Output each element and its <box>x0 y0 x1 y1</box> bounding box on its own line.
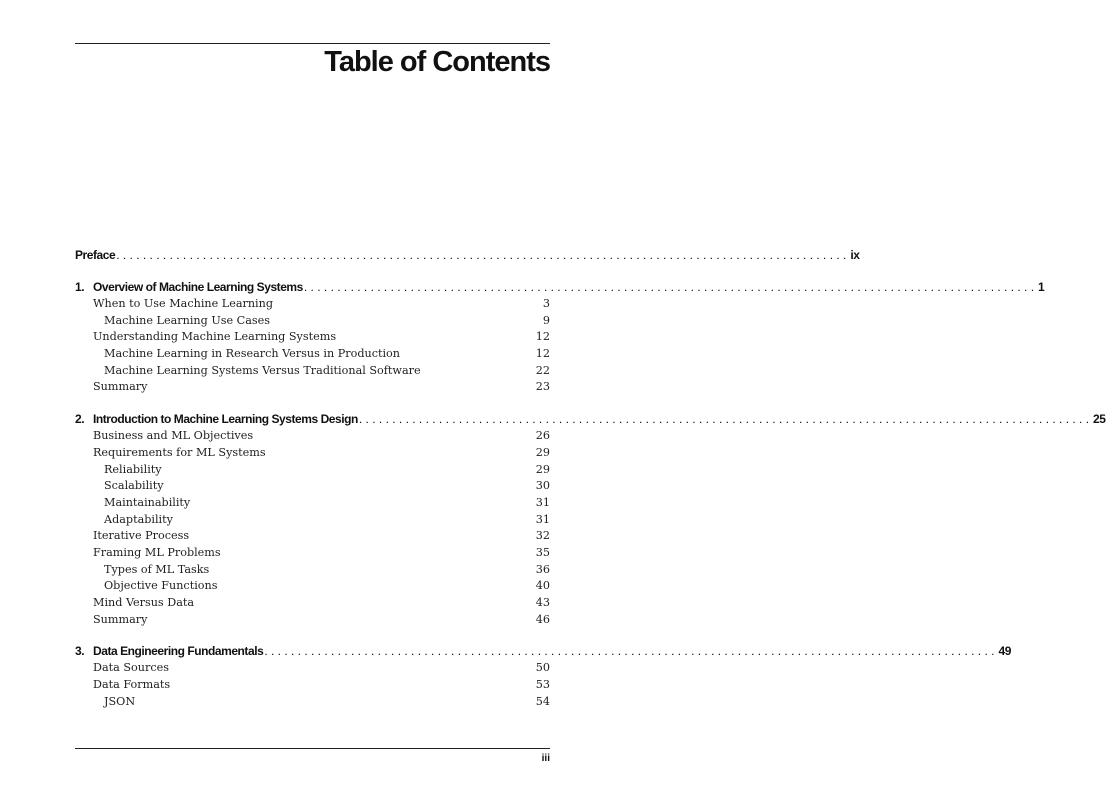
dot-leader <box>263 642 994 660</box>
chapter-list <box>75 264 1106 710</box>
entry-label: Reliability <box>104 462 162 476</box>
toc-section[interactable] <box>75 296 550 313</box>
entry-label: Data Sources <box>93 661 169 675</box>
entry-page: 29 <box>535 462 550 476</box>
chapter-page: 49 <box>998 644 1011 659</box>
entry-page: 26 <box>535 429 550 443</box>
chapter-number: 1. <box>75 280 85 294</box>
toc-subsection[interactable] <box>75 478 550 495</box>
entry-page: 54 <box>535 694 550 708</box>
entry-label: When to Use Machine Learning <box>93 297 273 310</box>
chapter-title: Introduction to Machine Learning Systems Design <box>93 412 358 427</box>
entry-page: 43 <box>535 596 550 609</box>
entry-page: 31 <box>535 495 550 509</box>
entry-page: 32 <box>535 529 550 543</box>
entry-label: Data Formats <box>93 678 171 692</box>
entry-page: 30 <box>535 479 550 493</box>
entry-label: Summary <box>93 380 148 394</box>
entry-label: Machine Learning in Research Versus in Production <box>104 347 400 361</box>
bottom-rule <box>75 748 550 749</box>
toc-section[interactable] <box>75 595 550 612</box>
preface-label: Preface <box>75 248 116 262</box>
entry-page: 9 <box>542 313 550 327</box>
entry-label: Understanding Machine Learning Systems <box>93 330 337 344</box>
toc-subsection[interactable] <box>75 313 550 330</box>
entry-label: Maintainability <box>104 495 191 509</box>
toc-subsection[interactable] <box>75 495 550 512</box>
toc-entry-preface[interactable] <box>75 246 860 264</box>
entry-label: Iterative Process <box>93 529 190 543</box>
entry-label: Framing ML Problems <box>93 545 221 559</box>
page-number: iii <box>541 753 550 764</box>
chapter-number: 3. <box>75 644 85 659</box>
dot-leader <box>115 246 846 264</box>
toc-section[interactable] <box>75 660 550 677</box>
entry-label: Summary <box>93 612 148 626</box>
toc-section[interactable] <box>75 545 550 562</box>
entry-page: 50 <box>535 661 550 675</box>
table-of-contents <box>75 246 1106 710</box>
toc-subsection[interactable] <box>75 512 550 529</box>
toc-section[interactable] <box>75 329 550 346</box>
entry-page: 12 <box>535 347 550 361</box>
chapter-page: 1 <box>1038 280 1045 294</box>
entry-label: Machine Learning Systems Versus Traditional Software <box>104 363 421 377</box>
chapter-number: 2. <box>75 412 85 427</box>
entry-label: JSON <box>104 694 136 708</box>
toc-subsection[interactable] <box>75 363 550 380</box>
entry-page: 53 <box>535 678 550 692</box>
toc-section[interactable] <box>75 528 550 545</box>
entry-label: Scalability <box>104 479 164 493</box>
toc-section[interactable] <box>75 428 550 445</box>
toc-section[interactable] <box>75 677 550 694</box>
toc-subsection[interactable] <box>75 462 550 479</box>
section-gap <box>75 396 550 410</box>
section-gap <box>75 264 550 278</box>
dot-leader <box>303 278 1034 296</box>
entry-label: Machine Learning Use Cases <box>104 313 271 327</box>
entry-page: 22 <box>535 363 550 377</box>
toc-subsection[interactable] <box>75 578 550 595</box>
entry-label: Requirements for ML Systems <box>93 445 266 459</box>
entry-label: Adaptability <box>104 512 173 526</box>
entry-label: Business and ML Objectives <box>93 429 254 443</box>
toc-subsection[interactable] <box>75 694 550 711</box>
entry-page: 23 <box>535 380 550 394</box>
entry-page: 46 <box>535 612 550 626</box>
entry-page: 29 <box>535 445 550 459</box>
entry-page: 12 <box>535 330 550 344</box>
entry-page: 40 <box>535 579 550 593</box>
toc-chapter[interactable] <box>75 410 1106 428</box>
dot-leader <box>358 410 1089 428</box>
section-gap <box>75 628 550 642</box>
entry-page: 35 <box>535 545 550 559</box>
toc-section[interactable] <box>75 612 550 629</box>
toc-subsection[interactable] <box>75 346 550 363</box>
preface-page: ix <box>850 248 860 262</box>
page-title: Table of Contents <box>324 46 550 78</box>
chapter-title: Overview of Machine Learning Systems <box>93 280 303 294</box>
entry-label: Types of ML Tasks <box>104 562 210 576</box>
entry-page: 31 <box>535 512 550 526</box>
toc-chapter[interactable] <box>75 278 1045 296</box>
toc-section[interactable] <box>75 379 550 396</box>
entry-label: Mind Versus Data <box>93 596 195 609</box>
entry-page: 36 <box>535 562 550 576</box>
entry-page: 3 <box>542 297 550 310</box>
toc-chapter[interactable] <box>75 642 1011 660</box>
chapter-page: 25 <box>1093 412 1106 427</box>
toc-section[interactable] <box>75 445 550 462</box>
entry-label: Objective Functions <box>104 579 218 593</box>
toc-subsection[interactable] <box>75 562 550 579</box>
chapter-title: Data Engineering Fundamentals <box>93 644 264 659</box>
